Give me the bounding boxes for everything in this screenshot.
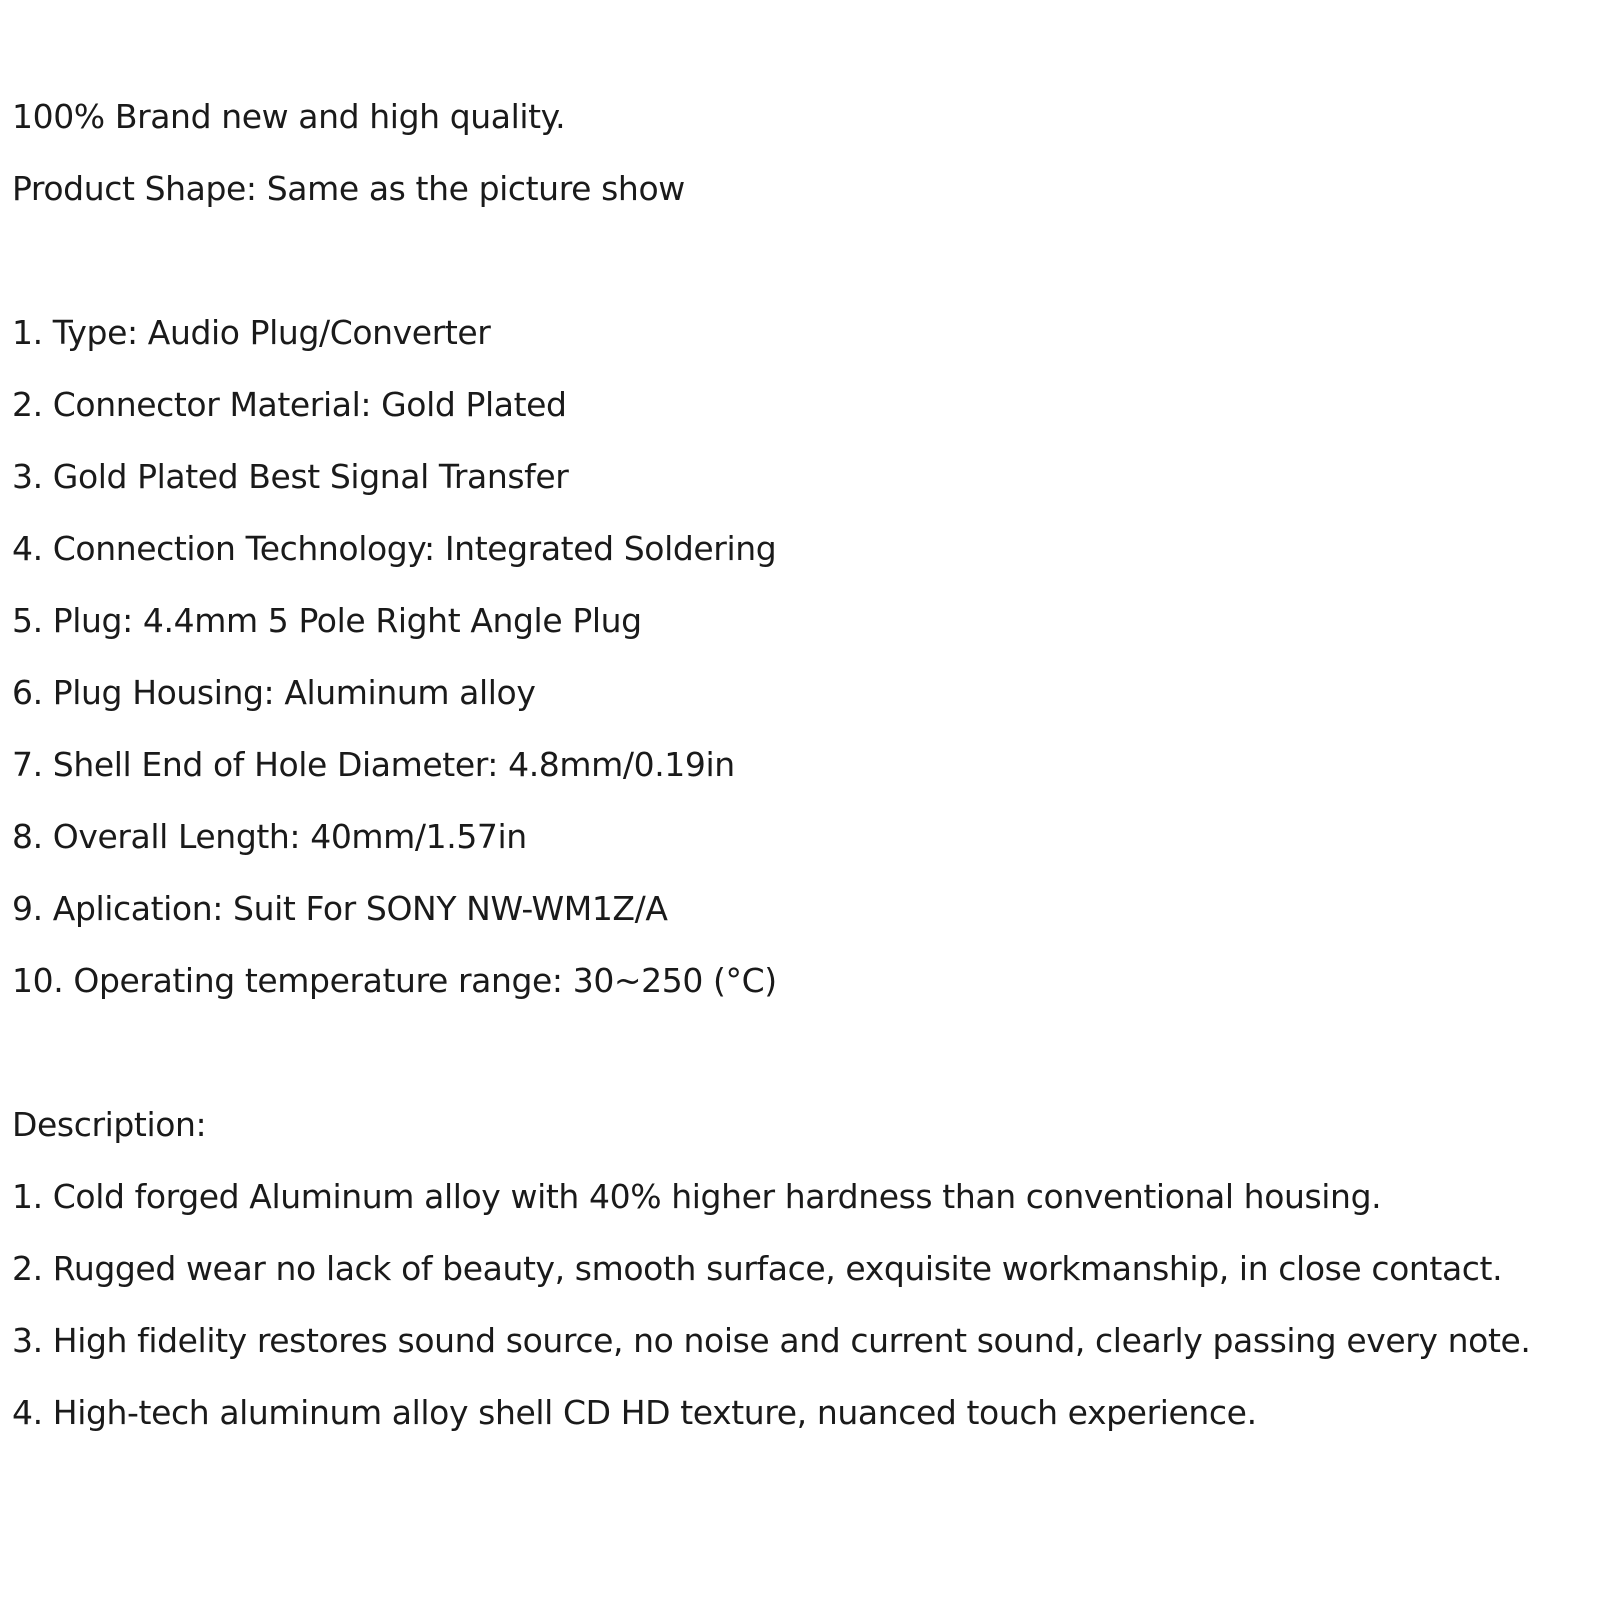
spec-item-signal-transfer: 3. Gold Plated Best Signal Transfer bbox=[12, 457, 569, 496]
spec-item-plug-housing: 6. Plug Housing: Aluminum alloy bbox=[12, 673, 536, 712]
spec-item-hole-diameter: 7. Shell End of Hole Diameter: 4.8mm/0.19in bbox=[12, 745, 735, 784]
spec-item-type: 1. Type: Audio Plug/Converter bbox=[12, 313, 491, 352]
description-item: 4. High-tech aluminum alloy shell CD HD texture, nuanced touch experience. bbox=[12, 1393, 1257, 1432]
spec-item-overall-length: 8. Overall Length: 40mm/1.57in bbox=[12, 817, 527, 856]
section-gap bbox=[12, 232, 1592, 304]
spec-item-operating-temperature: 10. Operating temperature range: 30~250 (°C) bbox=[12, 961, 777, 1000]
description-item: 1. Cold forged Aluminum alloy with 40% higher hardness than conventional housing. bbox=[12, 1177, 1382, 1216]
description-item: 3. High fidelity restores sound source, no noise and current sound, clearly passing every note. bbox=[12, 1321, 1531, 1360]
spec-item-plug: 5. Plug: 4.4mm 5 Pole Right Angle Plug bbox=[12, 601, 642, 640]
spec-item-application: 9. Aplication: Suit For SONY NW-WM1Z/A bbox=[12, 889, 668, 928]
section-gap bbox=[12, 1024, 1592, 1096]
description-item: 2. Rugged wear no lack of beauty, smooth surface, exquisite workmanship, in close contact. bbox=[12, 1249, 1503, 1288]
intro-line-brand-new: 100% Brand new and high quality. bbox=[12, 97, 566, 136]
description-section bbox=[12, 1096, 1592, 1456]
spec-item-connector-material: 2. Connector Material: Gold Plated bbox=[12, 385, 567, 424]
product-description-document bbox=[12, 88, 1592, 1456]
intro-line-product-shape: Product Shape: Same as the picture show bbox=[12, 169, 685, 208]
description-heading: Description: bbox=[12, 1105, 207, 1144]
specs-list bbox=[12, 304, 1592, 1024]
spec-item-connection-technology: 4. Connection Technology: Integrated Soldering bbox=[12, 529, 777, 568]
